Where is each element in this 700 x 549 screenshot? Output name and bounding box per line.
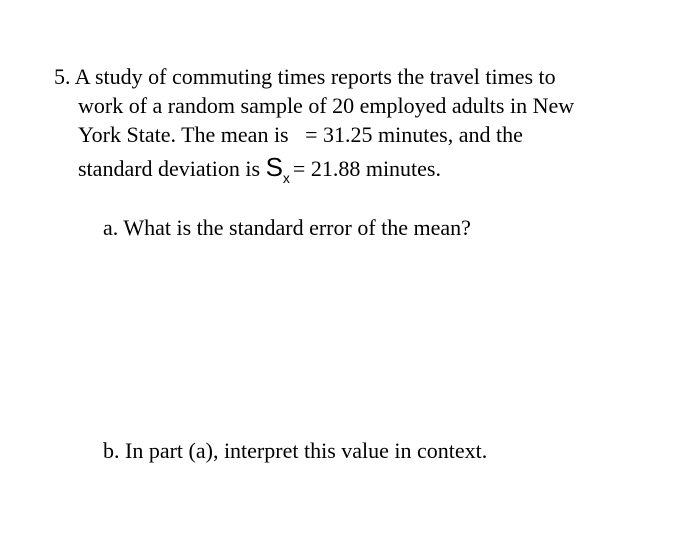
problem-line-3 bbox=[54, 120, 654, 149]
problem-line-1: 5. A study of commuting times reports the travel times to bbox=[54, 64, 556, 89]
mean-label: York State. The mean is bbox=[78, 122, 289, 147]
std-dev-value: = 21.88 minutes. bbox=[292, 156, 441, 181]
sx-symbol: S bbox=[265, 152, 283, 182]
question-part-a: a. What is the standard error of the mean? bbox=[103, 215, 471, 240]
std-dev-label: standard deviation is bbox=[78, 156, 261, 181]
problem-statement bbox=[54, 62, 654, 184]
problem-line-4 bbox=[54, 150, 654, 184]
mean-value: = 31.25 minutes, and the bbox=[305, 122, 523, 147]
problem-line-2: work of a random sample of 20 employed adults in New bbox=[78, 93, 575, 118]
question-part-b: b. In part (a), interpret this value in context. bbox=[103, 438, 488, 463]
sx-subscript: x bbox=[282, 170, 290, 186]
